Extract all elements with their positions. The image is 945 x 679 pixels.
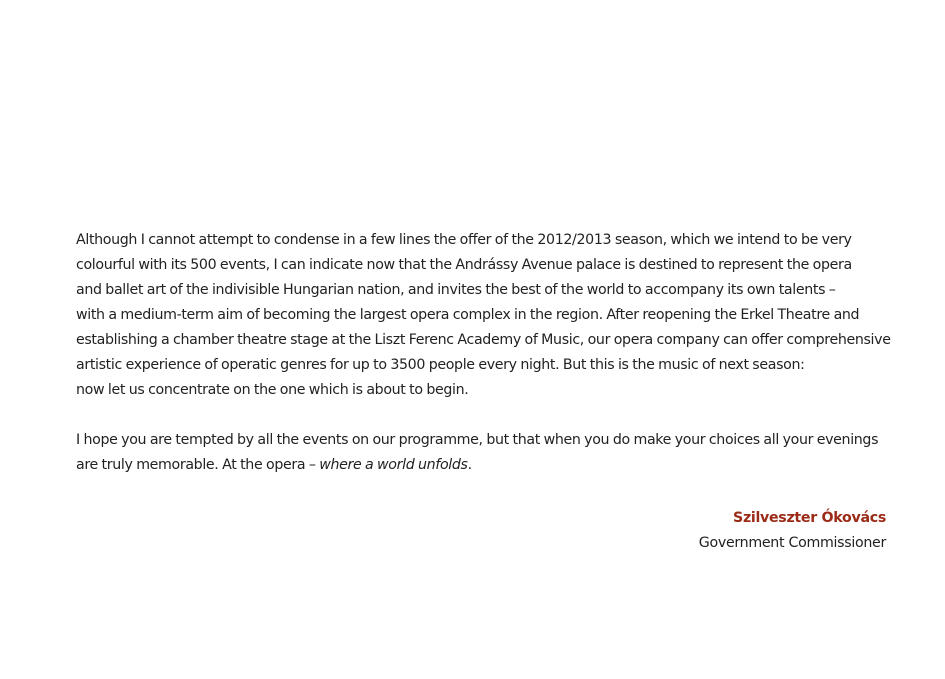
closing-motto: where a world unfolds xyxy=(319,457,468,473)
paragraph-line: colourful with its 500 events, I can indicate now that the Andrássy Avenue palace is destined to represent the opera xyxy=(76,257,852,273)
paragraph-line-closing xyxy=(76,453,896,478)
signature-name: Szilveszter Ókovács xyxy=(733,510,886,526)
paragraph-line: establishing a chamber theatre stage at the Liszt Ferenc Academy of Music, our opera company can offer comprehensive xyxy=(76,332,891,348)
letter-body xyxy=(76,228,896,478)
paragraph-line: now let us concentrate on the one which is about to begin. xyxy=(76,382,469,398)
paragraph-line: I hope you are tempted by all the events on our programme, but that when you do make your choices all your evenings xyxy=(76,432,879,448)
paragraph-line: Although I cannot attempt to condense in a few lines the offer of the 2012/2013 season, which we intend to be very xyxy=(76,232,852,248)
paragraph-1 xyxy=(76,228,896,403)
paragraph-2 xyxy=(76,428,896,478)
signature-title: Government Commissioner xyxy=(698,535,886,551)
closing-text: are truly memorable. At the opera – xyxy=(76,457,320,473)
paragraph-spacer xyxy=(76,403,896,428)
paragraph-line: and ballet art of the indivisible Hungarian nation, and invites the best of the world to accompany its own talents – xyxy=(76,282,836,298)
paragraph-line: with a medium-term aim of becoming the largest opera complex in the region. After reopening the Erkel Theatre and xyxy=(76,307,860,323)
closing-period: . xyxy=(467,457,472,473)
signature-block xyxy=(699,506,886,556)
paragraph-line: artistic experience of operatic genres for up to 3500 people every night. But this is the music of next season: xyxy=(76,357,805,373)
